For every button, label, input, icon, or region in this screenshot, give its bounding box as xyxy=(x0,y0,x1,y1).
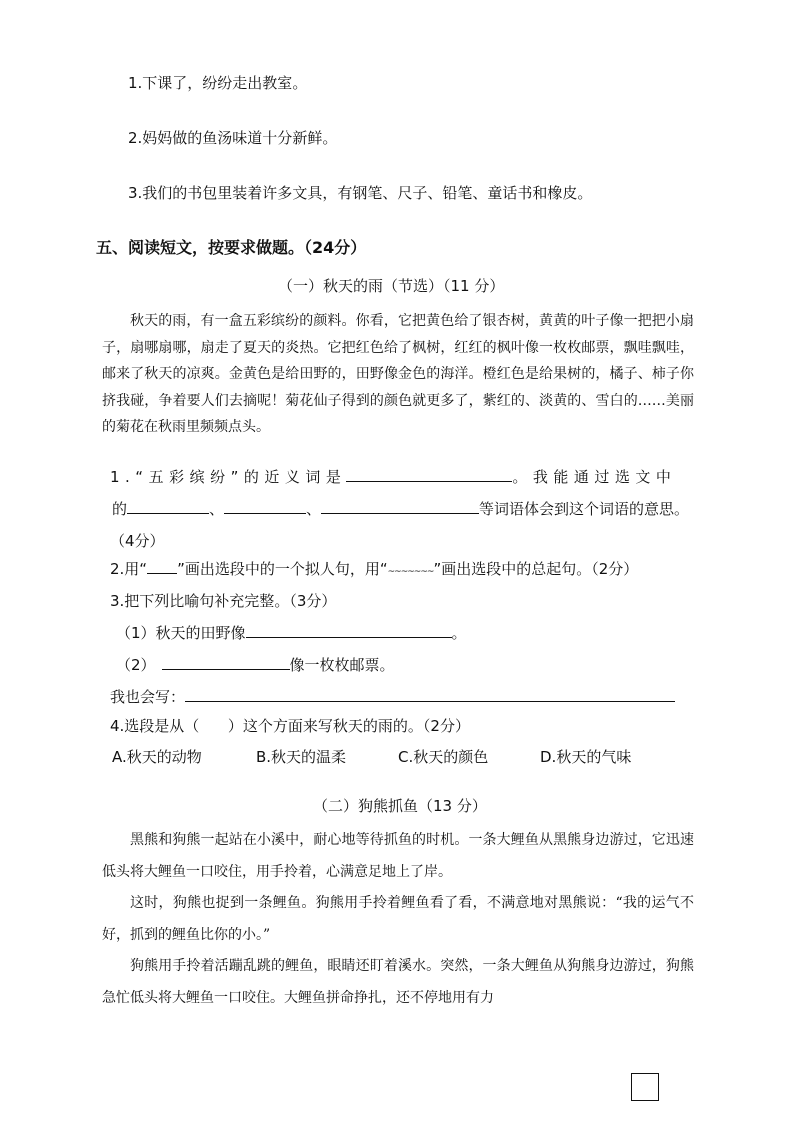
q4-option-d[interactable]: D.秋天的气味 xyxy=(540,748,632,766)
q2-text-a: 2.用“ xyxy=(110,560,148,578)
q3-1-blank[interactable] xyxy=(246,623,452,638)
question-3-1 xyxy=(116,623,467,643)
q1-blank-synonym[interactable] xyxy=(346,467,512,482)
part2-paragraph-3: 狗熊用手拎着活蹦乱跳的鲤鱼，眼睛还盯着溪水。突然，一条大鲤鱼从狗熊身边游过，狗熊急忙低头将大鲤鱼一口咬住。大鲤鱼拼命挣扎，还不停地用有力 xyxy=(102,958,694,1006)
q1-blank-2[interactable] xyxy=(224,499,306,514)
q4-option-b[interactable]: B.秋天的温柔 xyxy=(256,748,347,766)
q1-text-b: 。我能通过选文中 xyxy=(512,468,677,486)
q2-text-b: ”画出选段中的一个拟人句，用“ xyxy=(177,560,388,578)
question-3-3 xyxy=(110,687,675,707)
q3-3-blank[interactable] xyxy=(185,687,675,702)
section-heading: 五、阅读短文，按要求做题。（24分） xyxy=(96,238,367,257)
score-box xyxy=(631,1073,659,1101)
top-item-1: 1.下课了，纷纷走出教室。 xyxy=(128,74,308,92)
question-4: 4.选段是从（ ）这个方面来写秋天的雨的。（2分） xyxy=(110,717,470,735)
q1-text-a: 1.“五彩缤纷”的近义词是 xyxy=(110,468,347,486)
q2-wavy-line-sample: ~~~~~~~ xyxy=(387,567,434,577)
q1-text-c: 的 xyxy=(112,500,128,518)
q1-score: （4分） xyxy=(110,532,165,550)
q1-sep-2: 、 xyxy=(306,500,322,518)
q4-option-c[interactable]: C.秋天的颜色 xyxy=(398,748,489,766)
part2-paragraph-1: 黑熊和狗熊一起站在小溪中，耐心地等待抓鱼的时机。一条大鲤鱼从黑熊身边游过，它迅速低头将大鲤鱼一口咬住，用手拎着，心满意足地上了岸。 xyxy=(102,832,694,880)
q2-text-c: ”画出选段中的总起句。（2分） xyxy=(433,560,639,578)
part1-passage: 秋天的雨，有一盒五彩缤纷的颜料。你看，它把黄色给了银杏树，黄黄的叶子像一把把小扇子，扇哪扇哪，扇走了夏天的炎热。它把红色给了枫树，红红的枫叶像一枚枚邮票，飘哇飘哇，邮来了秋天的凉爽。金黄色是给田野的，田野像金色的海洋。橙红色是给果树的，橘子、柿子你挤我碰，争着要人们去摘呢！菊花仙子得到的颜色就更多了，紫红的、淡黄的、雪白的……美丽的菊花在秋雨里频频点头。 xyxy=(102,313,694,435)
part1-title: （一）秋天的雨（节选）（11 分） xyxy=(278,277,505,295)
question-1 xyxy=(110,461,698,557)
question-2 xyxy=(110,559,638,582)
top-item-2: 2.妈妈做的鱼汤味道十分新鲜。 xyxy=(128,129,338,147)
question-3-2 xyxy=(116,655,395,675)
q1-blank-1[interactable] xyxy=(127,499,209,514)
q2-straight-line-sample xyxy=(147,559,177,574)
q1-blank-3[interactable] xyxy=(321,499,479,514)
question-3: 3.把下列比喻句补充完整。（3分） xyxy=(110,592,337,610)
q1-sep-1: 、 xyxy=(209,500,225,518)
q3-2-blank[interactable] xyxy=(162,655,290,670)
q1-text-d: 等词语体会到这个词语的意思。 xyxy=(479,500,690,518)
top-item-3: 3.我们的书包里装着许多文具，有钢笔、尺子、铅笔、童话书和橡皮。 xyxy=(128,184,593,202)
q3-2-end: 像一枚枚邮票。 xyxy=(289,656,395,674)
q3-2-text: （2） xyxy=(116,656,156,674)
q3-1-text: （1）秋天的田野像 xyxy=(116,624,246,642)
part2-title: （二）狗熊抓鱼（13 分） xyxy=(313,797,487,815)
part2-paragraph-2: 这时，狗熊也捉到一条鲤鱼。狗熊用手拎着鲤鱼看了看，不满意地对黑熊说：“我的运气不好，抓到的鲤鱼比你的小。” xyxy=(102,895,694,943)
q3-3-text: 我也会写： xyxy=(110,688,186,706)
q4-option-a[interactable]: A.秋天的动物 xyxy=(112,748,202,766)
q3-1-end: 。 xyxy=(451,624,467,642)
